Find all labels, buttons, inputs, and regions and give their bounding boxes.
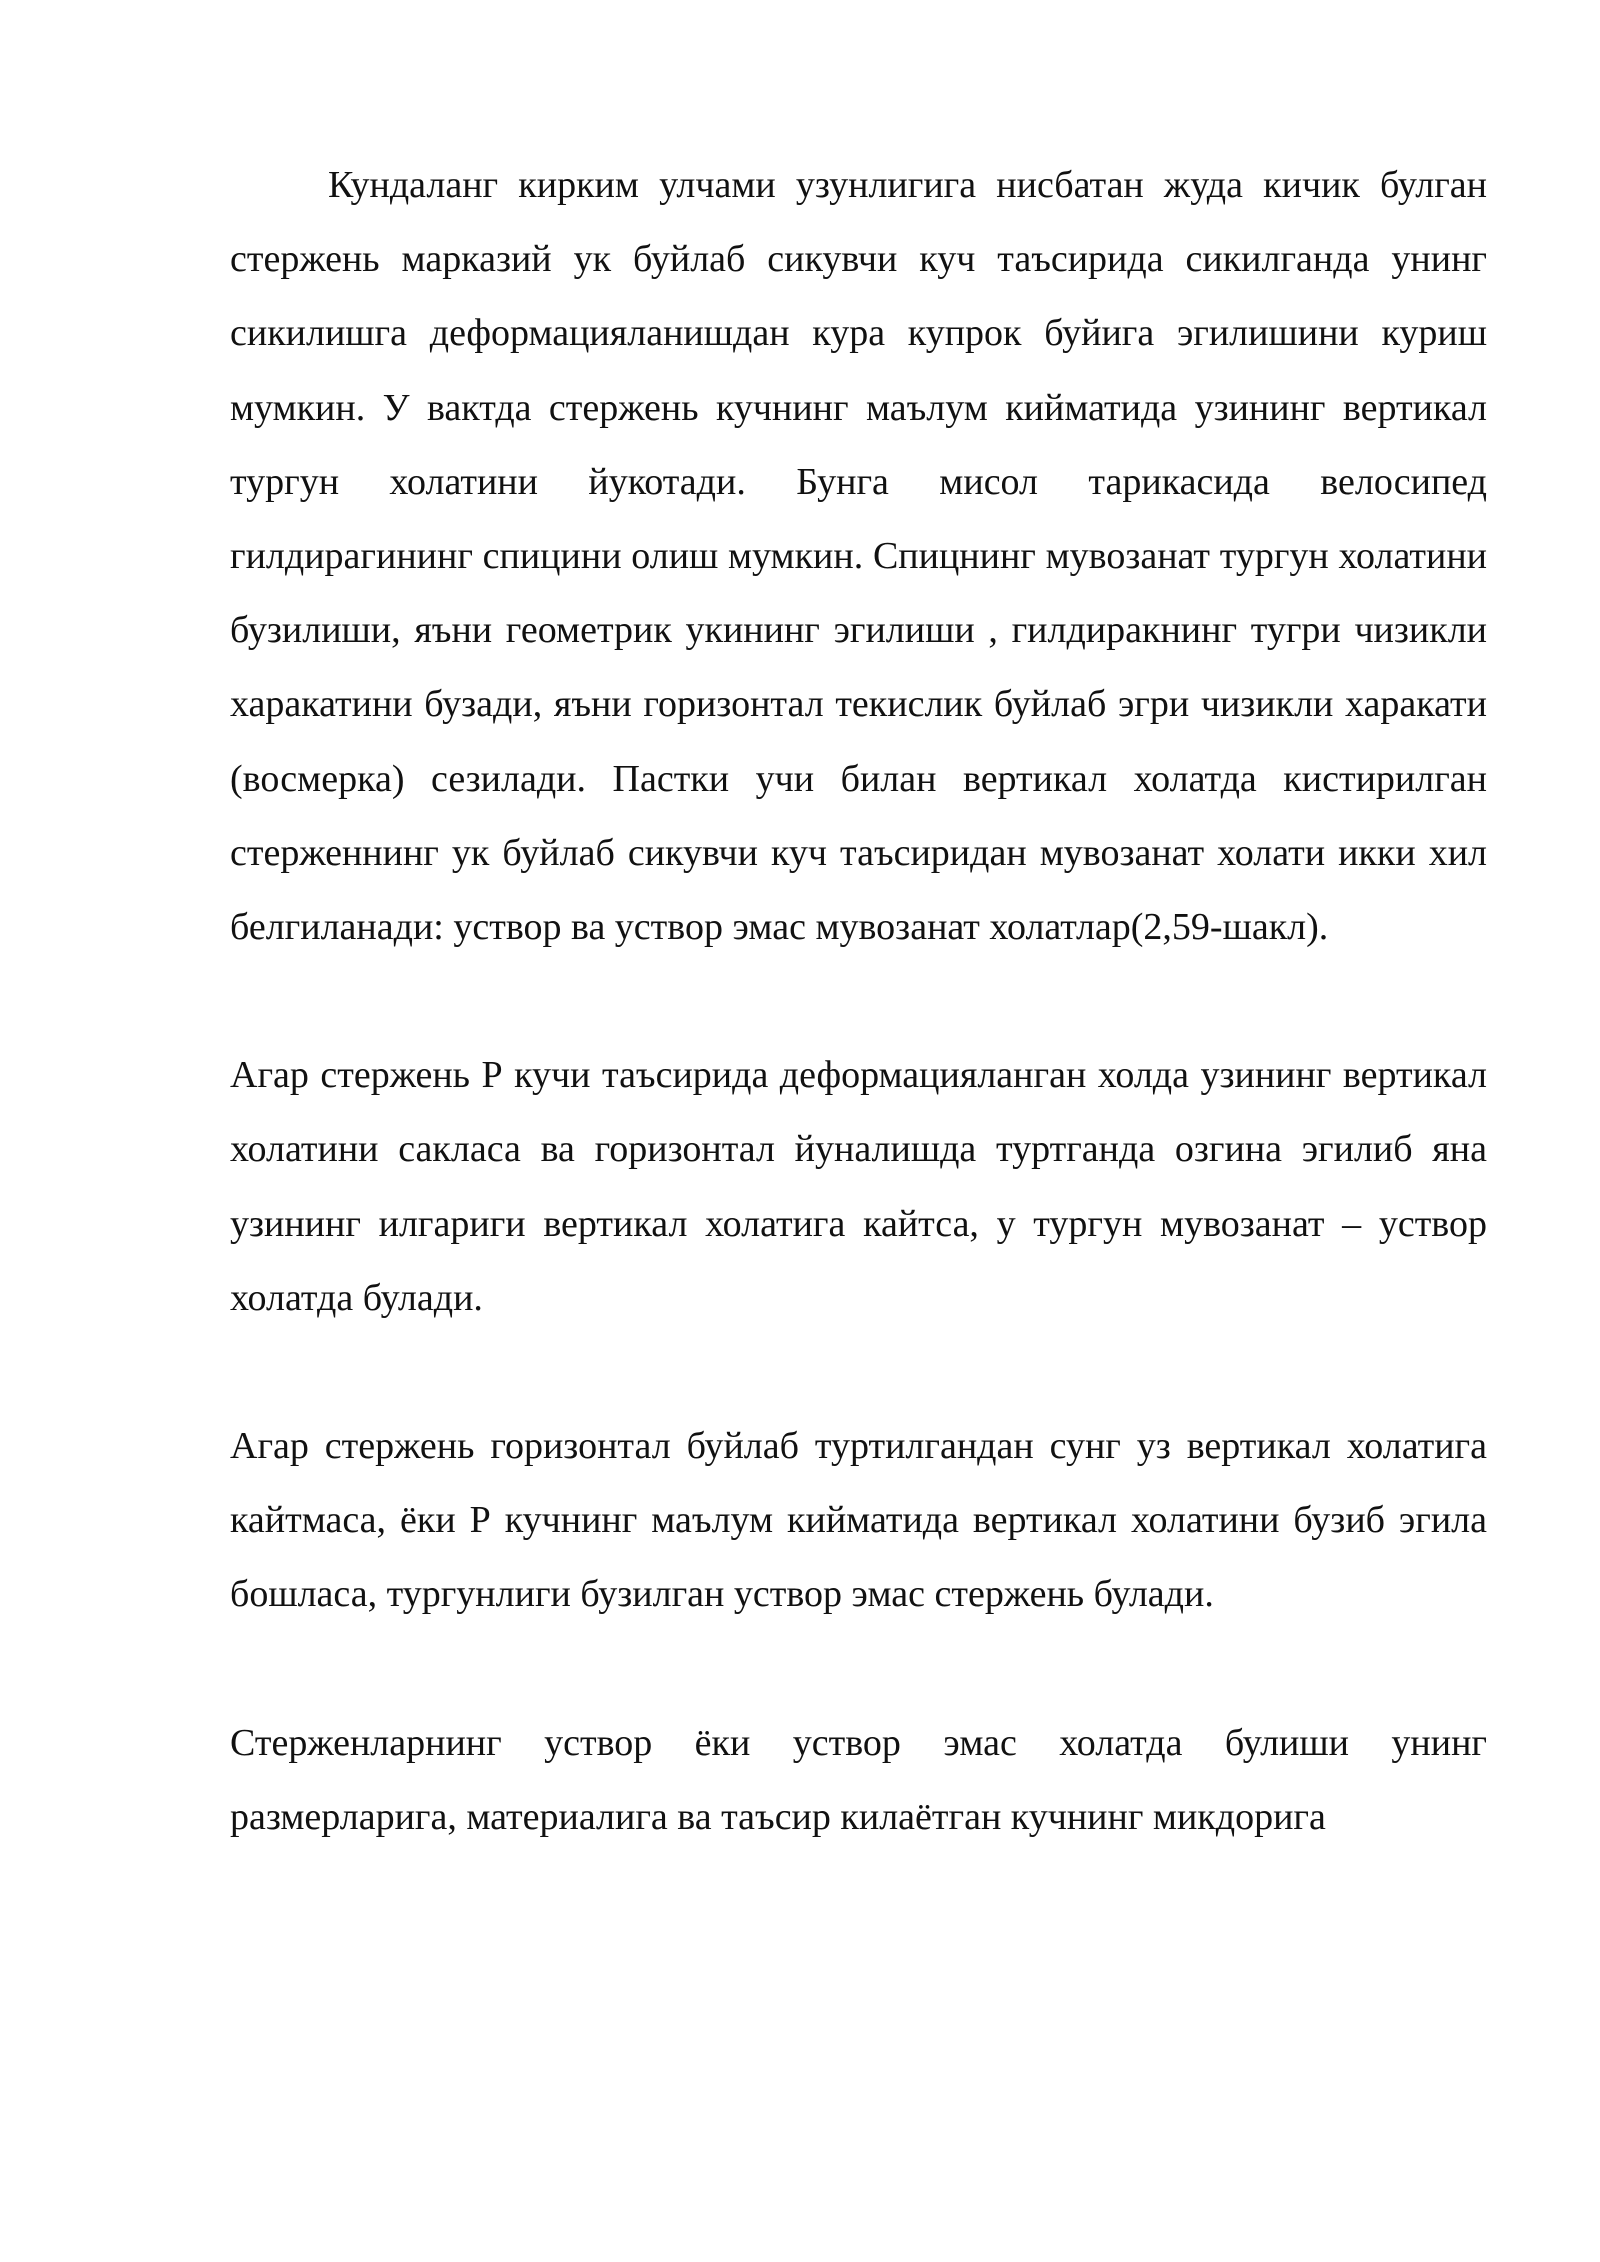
paragraph-unstable-equilibrium: Агар стержень горизонтал буйлаб туртилгандан сунг уз вертикал холатига кайтмаса, ёки Р кучнинг маълум кийматида вертикал холатини бузиб эгила бошласа, тургунлиги бузилган уствор эмас стержень булади. [230, 1425, 1487, 1616]
paragraph-stability-intro: Кундаланг кирким улчами узунлигига нисбатан жуда кичик булган стержень марказий ук буйлаб сикувчи куч таъсирида сикилганда унинг сикилишга деформацияланишдан кура купрок буйига эгилишини куриш мумкин. У вактда стержень кучнинг маълум кийматида узининг вертикал тургун холатини йукотади. Бунга мисол тарикасида велосипед гилдирагининг спицини олиш мумкин. Спицнинг мувозанат тургун холатини бузилиши, яъни геометрик укининг эгилиши , гилдиракнинг тугри чизикли харакатини бузади, яъни горизонтал текислик буйлаб эгри чизикли харакати (восмерка) сезилади. Пастки учи билан вертикал холатда кистирилган стерженнинг ук буйлаб сикувчи куч таъсиридан мувозанат холати икки хил белгиланади: уствор ва уствор эмас мувозанат холатлар(2,59-шакл). [230, 164, 1487, 949]
paragraph-spacer [230, 964, 1487, 1038]
paragraph-spacer [230, 1632, 1487, 1706]
paragraph-spacer [230, 1335, 1487, 1409]
document-body [230, 148, 1487, 1854]
paragraph-stable-equilibrium: Агар стержень Р кучи таъсирида деформацияланган холда узининг вертикал холатини сакласа ва горизонтал йуналишда туртганда озгина эгилиб яна узининг илгариги вертикал холатига кайтса, у тургун мувозанат – уствор холатда булади. [230, 1054, 1487, 1319]
paragraph-stability-factors: Стерженларнинг уствор ёки уствор эмас холатда булиши унинг размерларига, материалига ва таъсир килаётган кучнинг микдорига [230, 1721, 1487, 1838]
